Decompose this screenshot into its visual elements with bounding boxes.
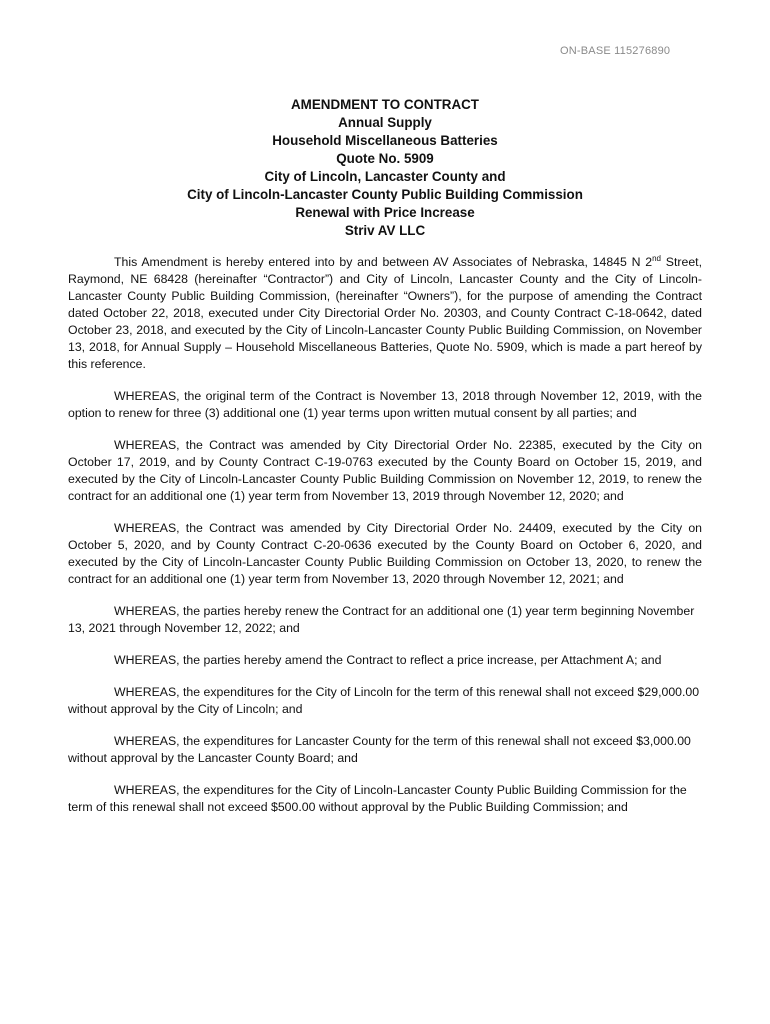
- intro-paragraph: [68, 254, 702, 373]
- whereas-paragraph: WHEREAS, the parties hereby renew the Contract for an additional one (1) year term beginning November 13, 2021 through November 12, 2022; and: [68, 604, 695, 635]
- whereas-paragraph: WHEREAS, the Contract was amended by City Directorial Order No. 24409, executed by the City on October 5, 2020, and by County Contract C-20-0636 executed by the County Board on October 6, 2020, and executed by the City of Lincoln-Lancaster County Public Building Commission on October 13, 2020, to renew the contract for an additional one (1) year term from November 13, 2020 through November 12, 2021; and: [68, 521, 702, 586]
- title-line: Striv AV LLC: [344, 223, 426, 238]
- document-title: [0, 96, 770, 240]
- title-line: Quote No. 5909: [336, 151, 434, 166]
- whereas-paragraph: WHEREAS, the original term of the Contract is November 13, 2018 through November 12, 2019, with the option to renew for three (3) additional one (1) year terms upon written mutual consent by all parties; and: [68, 389, 702, 420]
- whereas-paragraph: WHEREAS, the expenditures for the City of Lincoln for the term of this renewal shall not exceed $29,000.00 without approval by the City of Lincoln; and: [68, 685, 700, 716]
- title-line: City of Lincoln-Lancaster County Public Building Commission: [187, 187, 583, 202]
- title-line: City of Lincoln, Lancaster County and: [264, 169, 506, 184]
- whereas-paragraph: WHEREAS, the Contract was amended by City Directorial Order No. 22385, executed by the City on October 17, 2019, and by County Contract C-19-0763 executed by the County Board on October 15, 2019, and executed by the City of Lincoln-Lancaster County Public Building Commission on November 12, 2019, to renew the contract for an additional one (1) year term from November 13, 2019 through November 12, 2020; and: [68, 438, 702, 503]
- title-line: Household Miscellaneous Batteries: [272, 133, 498, 148]
- whereas-paragraph: WHEREAS, the expenditures for Lancaster County for the term of this renewal shall not exceed $3,000.00 without approval by the Lancaster County Board; and: [68, 734, 691, 765]
- title-line: Annual Supply: [338, 115, 432, 130]
- whereas-paragraph: WHEREAS, the expenditures for the City of Lincoln-Lancaster County Public Building Commission for the term of this renewal shall not exceed $500.00 without approval by the Public Building Commission; and: [68, 783, 687, 814]
- document-body: [68, 254, 702, 831]
- title-line: Renewal with Price Increase: [295, 205, 475, 220]
- title-line: AMENDMENT TO CONTRACT: [291, 97, 479, 112]
- ordinal-suffix: nd: [652, 253, 661, 263]
- intro-text-b: Street, Raymond, NE 68428 (hereinafter “Contractor”) and City of Lincoln, Lancaster County and the City of Lincoln-Lancaster County Public Building Commission, (hereinafter “Owners”), for the purpose of amending the Contract dated October 22, 2018, executed under City Directorial Order No. 20303, and County Contract C-18-0642, dated October 23, 2018, and executed by the City of Lincoln-Lancaster County Public Building Commission, on November 13, 2018, for Annual Supply – Household Miscellaneous Batteries, Quote No. 5909, which is made a part hereof by this reference.: [68, 255, 702, 371]
- whereas-paragraph: WHEREAS, the parties hereby amend the Contract to reflect a price increase, per Attachment A; and: [114, 653, 662, 667]
- intro-text-a: This Amendment is hereby entered into by and between AV Associates of Nebraska, 14845 N 2: [114, 255, 653, 269]
- onbase-stamp: ON-BASE 115276890: [560, 45, 671, 57]
